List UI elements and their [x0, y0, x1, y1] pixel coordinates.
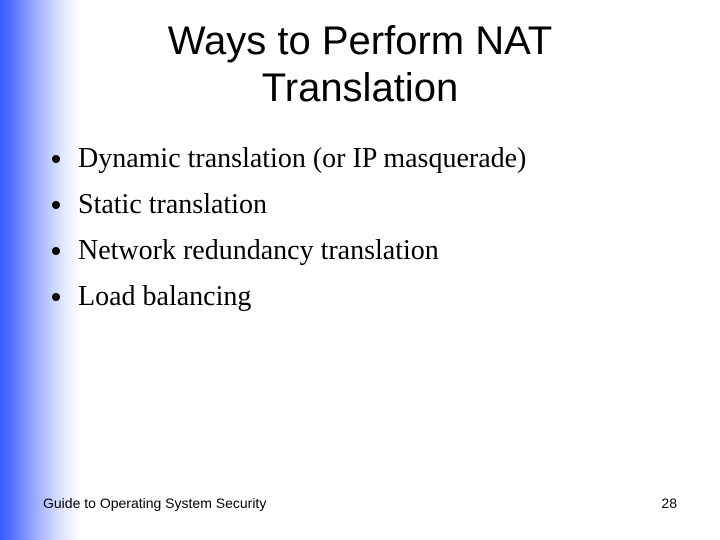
bullet-item — [44, 274, 526, 320]
bullet-dot-icon — [52, 201, 60, 209]
bullet-dot-icon — [52, 155, 60, 163]
bullet-text: Load balancing — [78, 281, 252, 312]
bullet-list — [44, 136, 526, 320]
bullet-text: Dynamic translation (or IP masquerade) — [78, 143, 527, 174]
bullet-item — [44, 182, 526, 228]
slide-title — [80, 18, 640, 112]
bullet-text: Network redundancy translation — [78, 235, 439, 266]
bullet-item — [44, 228, 526, 274]
footer-title: Guide to Operating System Security — [43, 495, 267, 511]
bullet-item — [44, 136, 526, 182]
slide-title-line2: Translation — [261, 66, 459, 110]
page-number: 28 — [661, 495, 677, 511]
bullet-dot-icon — [52, 293, 60, 301]
bullet-dot-icon — [52, 247, 60, 255]
slide-title-line1: Ways to Perform NAT — [167, 19, 553, 63]
bullet-text: Static translation — [78, 189, 267, 220]
